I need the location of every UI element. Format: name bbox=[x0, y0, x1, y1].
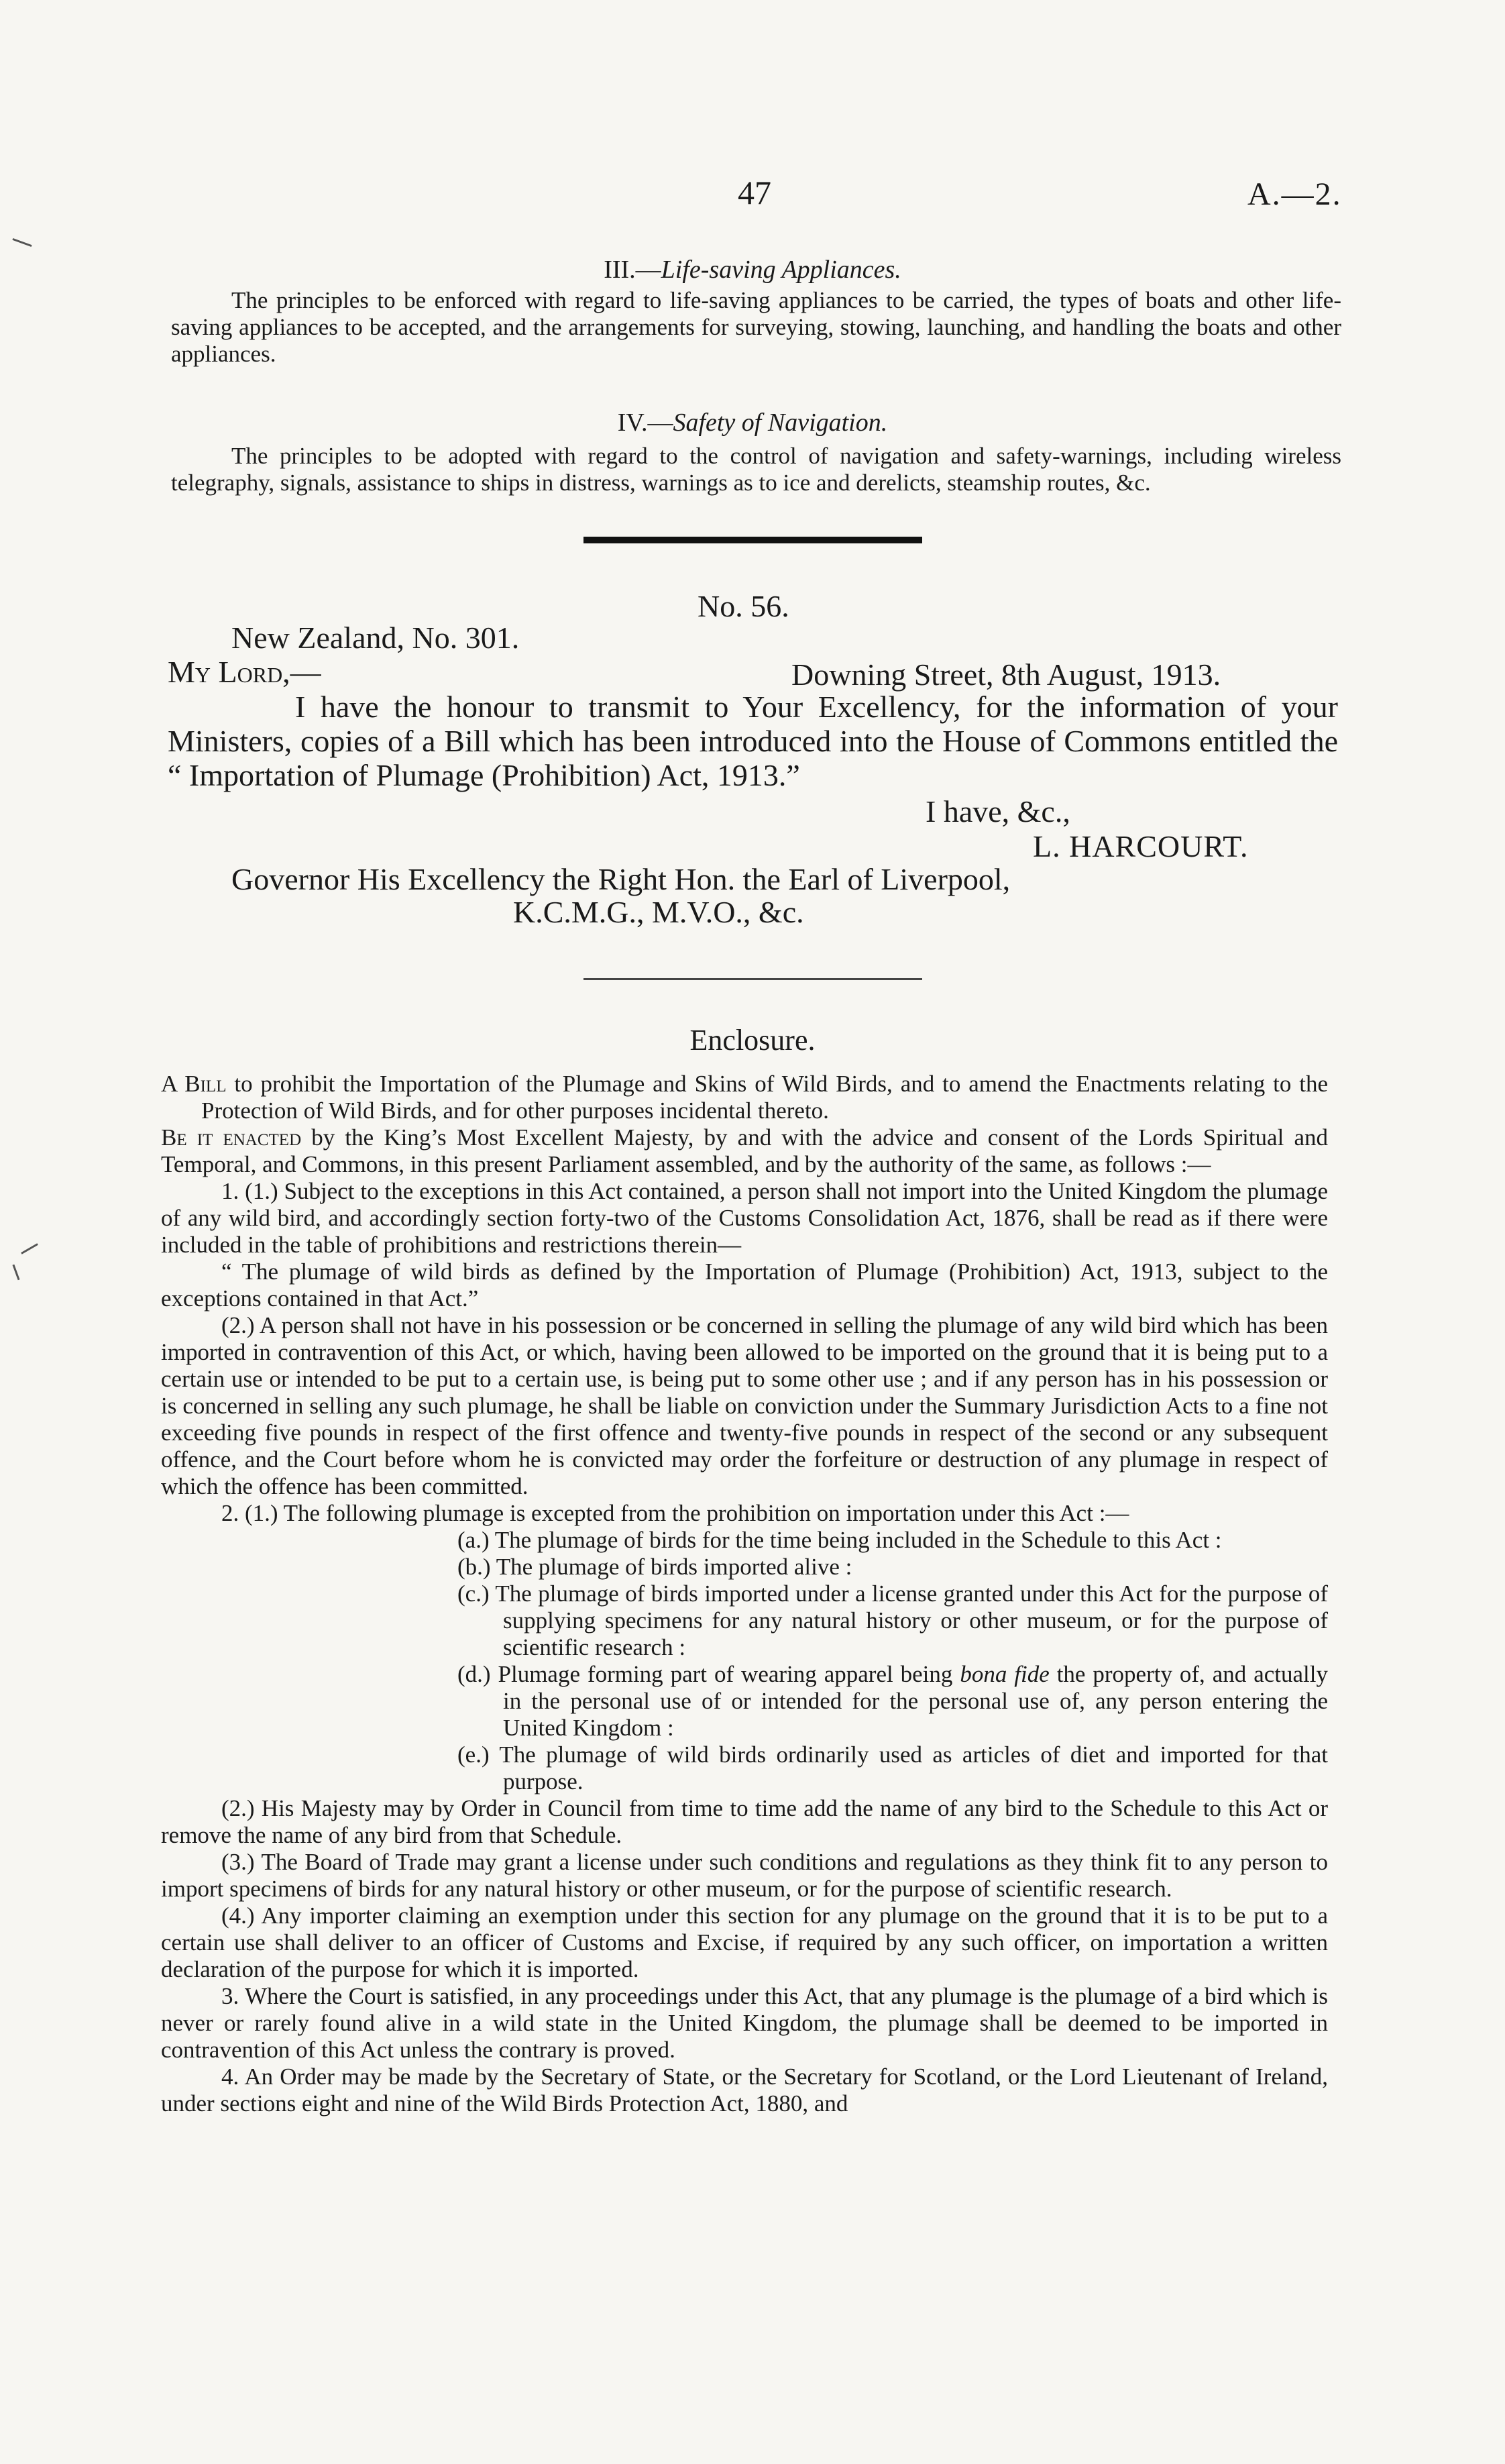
scan-mark bbox=[21, 1243, 38, 1254]
section-1-2: (2.) A person shall not have in his possession or be concerned in selling the plumage of any wild bird which has been imported in contravention of this Act, or which, having been allowed to be imported on the ground that it is being put to a certain use or intended to be put to a certain use, is being put to some other use ; and if any person has in his possession or is concerned in selling any such plumage, he shall be liable on conviction under the Summary Jurisdiction Acts to a fine not exceeding five pounds in respect of the first offence and twenty-five pounds in respect of the second or any subsequent offence, and the Court before whom he is convicted may order the forfeiture or destruction of any plumage in respect of which the offence has been committed. bbox=[161, 1312, 1328, 1499]
section-iv-number: IV.— bbox=[617, 409, 673, 437]
section-iii-title: Life-saving Appliances. bbox=[661, 256, 901, 284]
section-iii-number: III.— bbox=[604, 256, 661, 284]
despatch-body: I have the honour to transmit to Your Excellency, for the information of your Ministers, copies of a Bill which has been introduced into the House of Commons entitled the “ Importation of Plumage (Prohibition) Act, 1913.” bbox=[168, 690, 1338, 792]
section-2-2: (2.) His Majesty may by Order in Council from time to time add the name of any bird to the Schedule to this Act or remove the name of any bird from that Schedule. bbox=[161, 1795, 1328, 1848]
section-1-quote: “ The plumage of wild birds as defined by the Importation of Plumage (Prohibition) Act, 1913, subject to the exceptions contained in that Act.” bbox=[161, 1258, 1328, 1311]
section-2-4: (4.) Any importer claiming an exemption under this section for any plumage on the ground that it is to be put to a certain use shall deliver to an officer of Customs and Excise, if required by any such officer, on importation a written declaration of the purpose for which it is imported. bbox=[161, 1903, 1328, 1982]
section-iv-title: Safety of Navigation. bbox=[673, 409, 888, 437]
list-item: (c.) The plumage of birds imported under a license granted under this Act for the purpose of supplying specimens for any natural history or other museum, or for the purpose of scientific research : bbox=[457, 1581, 1328, 1660]
enclosure-heading: Enclosure. bbox=[689, 1024, 816, 1057]
section-iv-heading bbox=[0, 408, 1505, 437]
section-3: 3. Where the Court is satisfied, in any proceedings under this Act, that any plumage is the plumage of a bird which is never or rarely found alive in a wild state in the United Kingdom, the plumage shall be deemed to be imported in contravention of this Act unless the contrary is proved. bbox=[161, 1983, 1328, 2063]
section-iv-text: The principles to be adopted with regard to the control of navigation and safety-warnings, including wireless telegraphy, signals, assistance to ships in distress, warnings as to ice and derelicts, steamship routes, &c. bbox=[171, 443, 1341, 496]
scan-mark bbox=[12, 1265, 19, 1281]
addressee-line-2: K.C.M.G., M.V.O., &c. bbox=[513, 895, 804, 929]
bill-body bbox=[161, 1071, 1328, 2117]
section-4: 4. An Order may be made by the Secretary of State, or the Secretary for Scotland, or the Lord Lieutenant of Ireland, under sections eight and nine of the Wild Birds Protection Act, 1880, and bbox=[161, 2064, 1328, 2117]
page-number: 47 bbox=[738, 174, 771, 211]
salutation: My Lord,— bbox=[168, 655, 321, 689]
bill-title: A Bill to prohibit the Importation of the Plumage and Skins of Wild Birds, and to amend the Enactments relating to the Protection of Wild Birds, and for other purposes incidental thereto. bbox=[161, 1071, 1328, 1124]
signature: L. HARCOURT. bbox=[1033, 829, 1249, 863]
section-1-1: 1. (1.) Subject to the exceptions in this Act contained, a person shall not import into the United Kingdom the plumage of any wild bird, and accordingly section forty-two of the Customs Consolidation Act, 1876, shall be read as if there were included in the table of prohibitions and restrictions therein— bbox=[161, 1178, 1328, 1258]
section-iii-heading bbox=[0, 255, 1505, 284]
despatch-divider bbox=[583, 978, 922, 980]
scan-mark bbox=[12, 238, 32, 247]
section-divider bbox=[583, 537, 922, 543]
list-item: (a.) The plumage of birds for the time being included in the Schedule to this Act : bbox=[457, 1527, 1222, 1553]
despatch-reference: New Zealand, No. 301. bbox=[231, 621, 520, 655]
list-item: (d.) Plumage forming part of wearing apparel being bona fide the property of, and actually in the personal use of or intended for the personal use of, any person entering the United Kingdom : bbox=[457, 1661, 1328, 1741]
addressee-line-1: Governor His Excellency the Right Hon. the Earl of Liverpool, bbox=[231, 862, 1011, 896]
section-2-3: (3.) The Board of Trade may grant a license under such conditions and regulations as they think fit to any person to import specimens of birds for any natural history or other museum, or for the purpose of scientific research. bbox=[161, 1849, 1328, 1902]
despatch-number: No. 56. bbox=[698, 589, 789, 623]
place-date: Downing Street, 8th August, 1913. bbox=[791, 657, 1221, 692]
series-reference: A.—2. bbox=[1247, 176, 1342, 212]
closing: I have, &c., bbox=[926, 794, 1070, 828]
list-item: (b.) The plumage of birds imported alive : bbox=[457, 1554, 852, 1580]
enacting-clause: Be it enacted by the King’s Most Excellent Majesty, by and with the advice and consent of the Lords Spiritual and Temporal, and Commons, in this present Parliament assembled, and by the authority of the same, as follows :— bbox=[161, 1124, 1328, 1177]
section-iii-text: The principles to be enforced with regard to life-saving appliances to be carried, the types of boats and other life-saving appliances to be accepted, and the arrangements for surveying, stowing, launching, and handling the boats and other appliances. bbox=[171, 287, 1341, 367]
list-item: (e.) The plumage of wild birds ordinarily used as articles of diet and imported for that purpose. bbox=[457, 1742, 1328, 1795]
section-2-1: 2. (1.) The following plumage is excepted from the prohibition on importation under this Act :— bbox=[221, 1500, 1129, 1526]
